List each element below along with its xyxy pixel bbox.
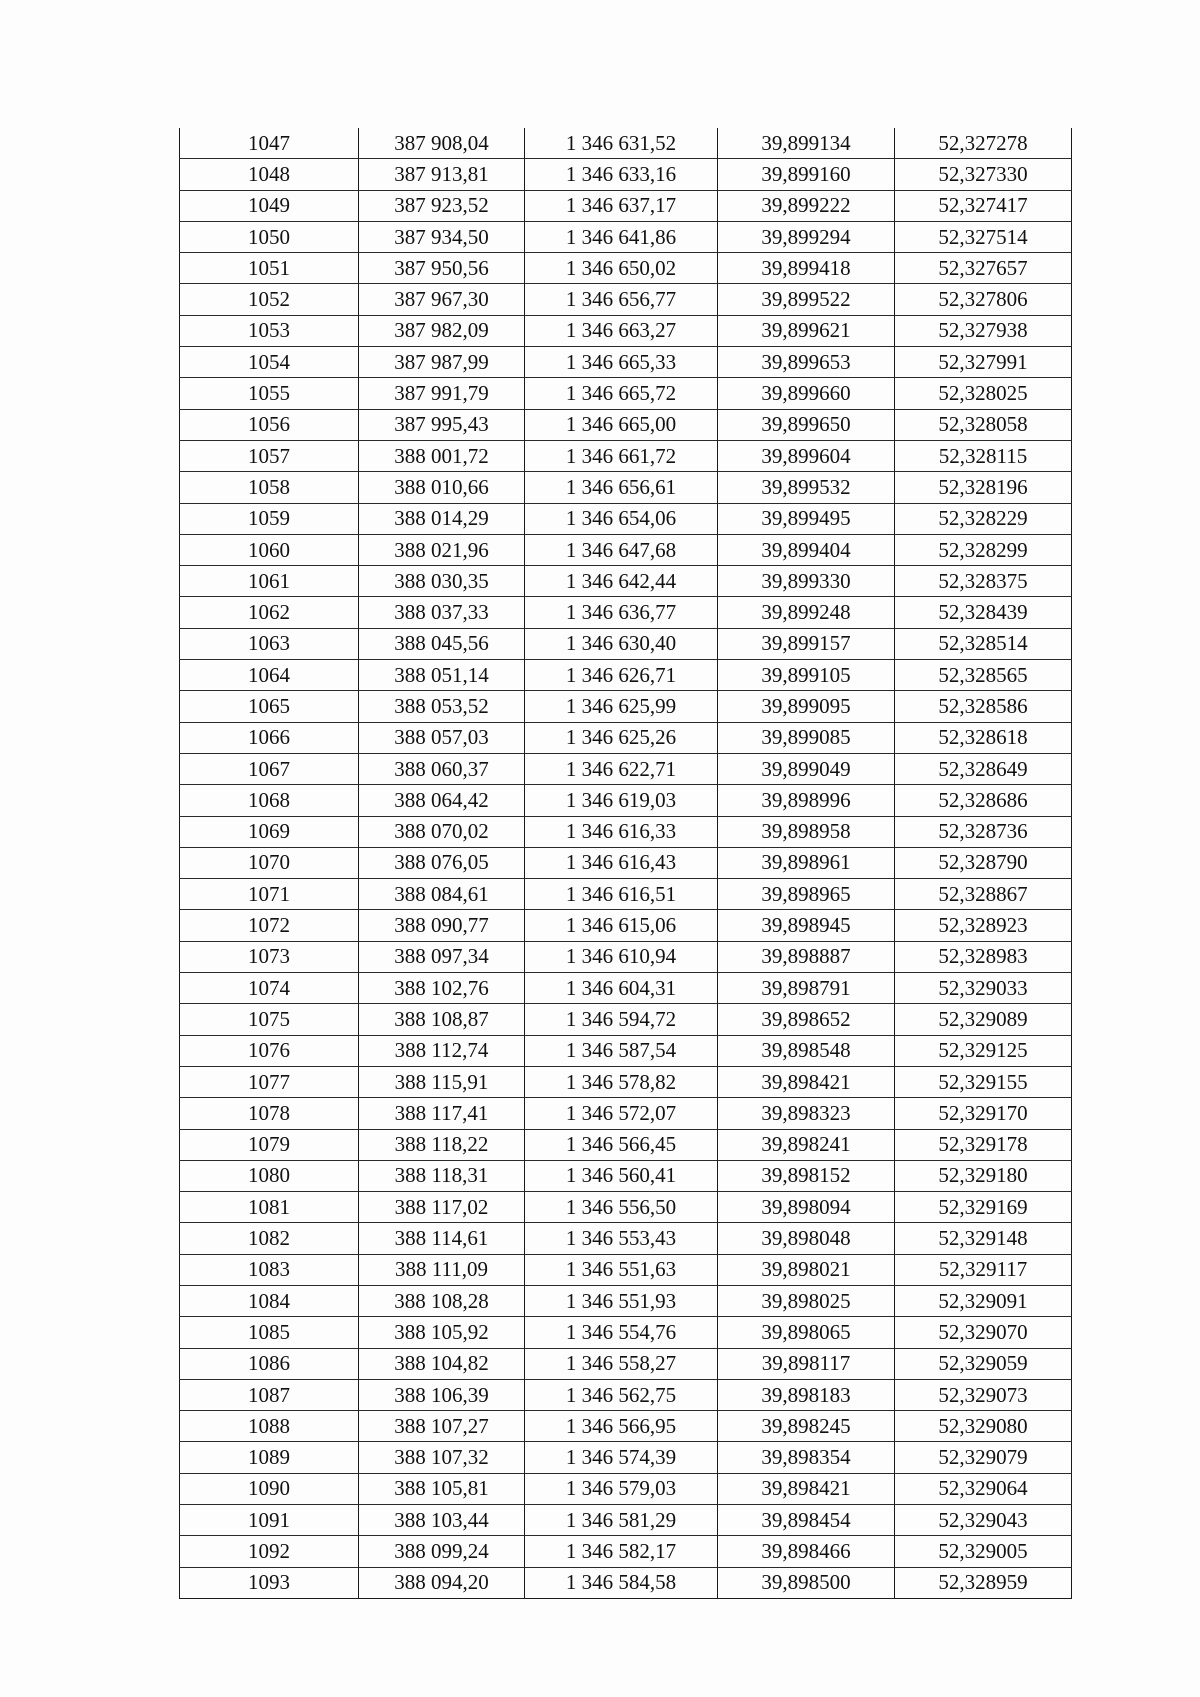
latitude-cell: 39,898791 [718,973,895,1004]
latitude-cell: 39,898548 [718,1035,895,1066]
table-row [180,1192,1072,1223]
longitude-cell: 52,329125 [895,1035,1072,1066]
longitude-cell: 52,329148 [895,1223,1072,1254]
x-coordinate-cell: 388 064,42 [359,785,525,816]
x-coordinate-cell: 388 107,27 [359,1411,525,1442]
point-number-cell: 1070 [180,847,359,878]
longitude-cell: 52,328586 [895,691,1072,722]
table-row [180,816,1072,847]
table-row [180,253,1072,284]
table-row [180,409,1072,440]
y-coordinate-cell: 1 346 616,51 [525,879,718,910]
x-coordinate-cell: 388 001,72 [359,440,525,471]
x-coordinate-cell: 388 010,66 [359,472,525,503]
x-coordinate-cell: 388 097,34 [359,941,525,972]
point-number-cell: 1081 [180,1192,359,1223]
longitude-cell: 52,329091 [895,1285,1072,1316]
x-coordinate-cell: 388 053,52 [359,691,525,722]
point-number-cell: 1065 [180,691,359,722]
latitude-cell: 39,899157 [718,628,895,659]
table-row [180,785,1072,816]
longitude-cell: 52,329064 [895,1473,1072,1504]
table-row [180,1285,1072,1316]
longitude-cell: 52,328058 [895,409,1072,440]
table-row [180,1317,1072,1348]
longitude-cell: 52,328514 [895,628,1072,659]
y-coordinate-cell: 1 346 616,33 [525,816,718,847]
point-number-cell: 1073 [180,941,359,972]
table-row [180,847,1072,878]
x-coordinate-cell: 388 057,03 [359,722,525,753]
latitude-cell: 39,898421 [718,1473,895,1504]
point-number-cell: 1058 [180,472,359,503]
y-coordinate-cell: 1 346 656,77 [525,284,718,315]
y-coordinate-cell: 1 346 637,17 [525,190,718,221]
coordinates-table [179,128,1072,1599]
x-coordinate-cell: 388 115,91 [359,1066,525,1097]
latitude-cell: 39,899134 [718,128,895,159]
y-coordinate-cell: 1 346 619,03 [525,785,718,816]
longitude-cell: 52,328375 [895,566,1072,597]
longitude-cell: 52,329080 [895,1411,1072,1442]
table-row [180,190,1072,221]
y-coordinate-cell: 1 346 553,43 [525,1223,718,1254]
longitude-cell: 52,327278 [895,128,1072,159]
table-row [180,941,1072,972]
table-row [180,221,1072,252]
longitude-cell: 52,327514 [895,221,1072,252]
point-number-cell: 1090 [180,1473,359,1504]
table-row [180,1505,1072,1536]
point-number-cell: 1057 [180,440,359,471]
x-coordinate-cell: 387 913,81 [359,159,525,190]
x-coordinate-cell: 388 117,41 [359,1098,525,1129]
table-row [180,284,1072,315]
latitude-cell: 39,898466 [718,1536,895,1567]
x-coordinate-cell: 388 060,37 [359,753,525,784]
longitude-cell: 52,327991 [895,347,1072,378]
y-coordinate-cell: 1 346 584,58 [525,1567,718,1598]
latitude-cell: 39,899604 [718,440,895,471]
y-coordinate-cell: 1 346 626,71 [525,660,718,691]
x-coordinate-cell: 388 084,61 [359,879,525,910]
x-coordinate-cell: 387 908,04 [359,128,525,159]
point-number-cell: 1093 [180,1567,359,1598]
latitude-cell: 39,898021 [718,1254,895,1285]
point-number-cell: 1056 [180,409,359,440]
latitude-cell: 39,899222 [718,190,895,221]
table-row [180,879,1072,910]
longitude-cell: 52,328983 [895,941,1072,972]
latitude-cell: 39,898500 [718,1567,895,1598]
y-coordinate-cell: 1 346 622,71 [525,753,718,784]
x-coordinate-cell: 388 037,33 [359,597,525,628]
y-coordinate-cell: 1 346 587,54 [525,1035,718,1066]
longitude-cell: 52,327938 [895,315,1072,346]
point-number-cell: 1047 [180,128,359,159]
table-row [180,440,1072,471]
y-coordinate-cell: 1 346 574,39 [525,1442,718,1473]
x-coordinate-cell: 388 094,20 [359,1567,525,1598]
latitude-cell: 39,898025 [718,1285,895,1316]
y-coordinate-cell: 1 346 551,63 [525,1254,718,1285]
table-row [180,691,1072,722]
x-coordinate-cell: 388 106,39 [359,1379,525,1410]
latitude-cell: 39,898652 [718,1004,895,1035]
point-number-cell: 1087 [180,1379,359,1410]
table-row [180,1442,1072,1473]
point-number-cell: 1089 [180,1442,359,1473]
x-coordinate-cell: 388 070,02 [359,816,525,847]
table-row [180,1066,1072,1097]
y-coordinate-cell: 1 346 663,27 [525,315,718,346]
longitude-cell: 52,328115 [895,440,1072,471]
latitude-cell: 39,899105 [718,660,895,691]
point-number-cell: 1091 [180,1505,359,1536]
longitude-cell: 52,329117 [895,1254,1072,1285]
table-row [180,1129,1072,1160]
point-number-cell: 1086 [180,1348,359,1379]
table-row [180,1567,1072,1598]
point-number-cell: 1078 [180,1098,359,1129]
longitude-cell: 52,328565 [895,660,1072,691]
y-coordinate-cell: 1 346 578,82 [525,1066,718,1097]
table-row [180,1536,1072,1567]
x-coordinate-cell: 388 117,02 [359,1192,525,1223]
latitude-cell: 39,898354 [718,1442,895,1473]
x-coordinate-cell: 388 014,29 [359,503,525,534]
table-row [180,1098,1072,1129]
latitude-cell: 39,898241 [718,1129,895,1160]
latitude-cell: 39,899418 [718,253,895,284]
point-number-cell: 1055 [180,378,359,409]
latitude-cell: 39,898996 [718,785,895,816]
longitude-cell: 52,329005 [895,1536,1072,1567]
y-coordinate-cell: 1 346 665,00 [525,409,718,440]
longitude-cell: 52,328299 [895,534,1072,565]
y-coordinate-cell: 1 346 551,93 [525,1285,718,1316]
longitude-cell: 52,328923 [895,910,1072,941]
longitude-cell: 52,329170 [895,1098,1072,1129]
y-coordinate-cell: 1 346 582,17 [525,1536,718,1567]
point-number-cell: 1067 [180,753,359,784]
longitude-cell: 52,328025 [895,378,1072,409]
latitude-cell: 39,898323 [718,1098,895,1129]
latitude-cell: 39,898421 [718,1066,895,1097]
table-row [180,1004,1072,1035]
longitude-cell: 52,328618 [895,722,1072,753]
longitude-cell: 52,329178 [895,1129,1072,1160]
longitude-cell: 52,328229 [895,503,1072,534]
latitude-cell: 39,899248 [718,597,895,628]
table-row [180,1411,1072,1442]
y-coordinate-cell: 1 346 560,41 [525,1160,718,1191]
longitude-cell: 52,329155 [895,1066,1072,1097]
longitude-cell: 52,328196 [895,472,1072,503]
table-row [180,128,1072,159]
latitude-cell: 39,899532 [718,472,895,503]
point-number-cell: 1062 [180,597,359,628]
x-coordinate-cell: 387 982,09 [359,315,525,346]
latitude-cell: 39,899294 [718,221,895,252]
longitude-cell: 52,329033 [895,973,1072,1004]
point-number-cell: 1069 [180,816,359,847]
table-row [180,1035,1072,1066]
point-number-cell: 1049 [180,190,359,221]
y-coordinate-cell: 1 346 636,77 [525,597,718,628]
longitude-cell: 52,329043 [895,1505,1072,1536]
y-coordinate-cell: 1 346 625,99 [525,691,718,722]
y-coordinate-cell: 1 346 572,07 [525,1098,718,1129]
x-coordinate-cell: 388 108,28 [359,1285,525,1316]
latitude-cell: 39,899095 [718,691,895,722]
point-number-cell: 1082 [180,1223,359,1254]
x-coordinate-cell: 388 108,87 [359,1004,525,1035]
latitude-cell: 39,899085 [718,722,895,753]
latitude-cell: 39,898183 [718,1379,895,1410]
y-coordinate-cell: 1 346 665,33 [525,347,718,378]
x-coordinate-cell: 387 987,99 [359,347,525,378]
x-coordinate-cell: 388 105,92 [359,1317,525,1348]
y-coordinate-cell: 1 346 616,43 [525,847,718,878]
y-coordinate-cell: 1 346 558,27 [525,1348,718,1379]
longitude-cell: 52,328736 [895,816,1072,847]
x-coordinate-cell: 388 045,56 [359,628,525,659]
table-row [180,753,1072,784]
point-number-cell: 1068 [180,785,359,816]
table-row [180,315,1072,346]
x-coordinate-cell: 388 112,74 [359,1035,525,1066]
latitude-cell: 39,899621 [718,315,895,346]
latitude-cell: 39,899049 [718,753,895,784]
x-coordinate-cell: 388 021,96 [359,534,525,565]
table-row [180,1473,1072,1504]
y-coordinate-cell: 1 346 630,40 [525,628,718,659]
x-coordinate-cell: 388 118,22 [359,1129,525,1160]
point-number-cell: 1083 [180,1254,359,1285]
latitude-cell: 39,899660 [718,378,895,409]
y-coordinate-cell: 1 346 610,94 [525,941,718,972]
y-coordinate-cell: 1 346 654,06 [525,503,718,534]
latitude-cell: 39,899404 [718,534,895,565]
point-number-cell: 1063 [180,628,359,659]
y-coordinate-cell: 1 346 556,50 [525,1192,718,1223]
y-coordinate-cell: 1 346 562,75 [525,1379,718,1410]
y-coordinate-cell: 1 346 650,02 [525,253,718,284]
latitude-cell: 39,899522 [718,284,895,315]
y-coordinate-cell: 1 346 665,72 [525,378,718,409]
x-coordinate-cell: 387 991,79 [359,378,525,409]
latitude-cell: 39,898454 [718,1505,895,1536]
coordinates-table-body [180,128,1072,1598]
longitude-cell: 52,328439 [895,597,1072,628]
latitude-cell: 39,899495 [718,503,895,534]
latitude-cell: 39,899650 [718,409,895,440]
y-coordinate-cell: 1 346 615,06 [525,910,718,941]
latitude-cell: 39,898961 [718,847,895,878]
latitude-cell: 39,898117 [718,1348,895,1379]
y-coordinate-cell: 1 346 604,31 [525,973,718,1004]
x-coordinate-cell: 387 967,30 [359,284,525,315]
x-coordinate-cell: 388 105,81 [359,1473,525,1504]
x-coordinate-cell: 388 107,32 [359,1442,525,1473]
latitude-cell: 39,898065 [718,1317,895,1348]
table-row [180,660,1072,691]
y-coordinate-cell: 1 346 566,45 [525,1129,718,1160]
longitude-cell: 52,329059 [895,1348,1072,1379]
point-number-cell: 1071 [180,879,359,910]
y-coordinate-cell: 1 346 579,03 [525,1473,718,1504]
x-coordinate-cell: 388 103,44 [359,1505,525,1536]
point-number-cell: 1064 [180,660,359,691]
longitude-cell: 52,328959 [895,1567,1072,1598]
longitude-cell: 52,327806 [895,284,1072,315]
y-coordinate-cell: 1 346 625,26 [525,722,718,753]
table-row [180,1223,1072,1254]
longitude-cell: 52,329079 [895,1442,1072,1473]
longitude-cell: 52,329089 [895,1004,1072,1035]
latitude-cell: 39,899653 [718,347,895,378]
latitude-cell: 39,898945 [718,910,895,941]
point-number-cell: 1059 [180,503,359,534]
latitude-cell: 39,898245 [718,1411,895,1442]
y-coordinate-cell: 1 346 647,68 [525,534,718,565]
x-coordinate-cell: 388 104,82 [359,1348,525,1379]
longitude-cell: 52,329180 [895,1160,1072,1191]
point-number-cell: 1054 [180,347,359,378]
x-coordinate-cell: 388 030,35 [359,566,525,597]
table-row [180,722,1072,753]
point-number-cell: 1050 [180,221,359,252]
x-coordinate-cell: 388 114,61 [359,1223,525,1254]
y-coordinate-cell: 1 346 566,95 [525,1411,718,1442]
x-coordinate-cell: 388 090,77 [359,910,525,941]
latitude-cell: 39,899330 [718,566,895,597]
longitude-cell: 52,329073 [895,1379,1072,1410]
y-coordinate-cell: 1 346 661,72 [525,440,718,471]
x-coordinate-cell: 387 923,52 [359,190,525,221]
x-coordinate-cell: 387 950,56 [359,253,525,284]
point-number-cell: 1075 [180,1004,359,1035]
point-number-cell: 1079 [180,1129,359,1160]
longitude-cell: 52,329070 [895,1317,1072,1348]
longitude-cell: 52,328686 [895,785,1072,816]
longitude-cell: 52,328649 [895,753,1072,784]
latitude-cell: 39,898958 [718,816,895,847]
point-number-cell: 1092 [180,1536,359,1567]
table-row [180,1379,1072,1410]
table-row [180,1160,1072,1191]
longitude-cell: 52,328790 [895,847,1072,878]
latitude-cell: 39,898887 [718,941,895,972]
point-number-cell: 1066 [180,722,359,753]
y-coordinate-cell: 1 346 633,16 [525,159,718,190]
table-row [180,534,1072,565]
point-number-cell: 1080 [180,1160,359,1191]
y-coordinate-cell: 1 346 642,44 [525,566,718,597]
y-coordinate-cell: 1 346 631,52 [525,128,718,159]
table-row [180,1254,1072,1285]
longitude-cell: 52,328867 [895,879,1072,910]
latitude-cell: 39,898152 [718,1160,895,1191]
x-coordinate-cell: 388 051,14 [359,660,525,691]
x-coordinate-cell: 387 934,50 [359,221,525,252]
latitude-cell: 39,898094 [718,1192,895,1223]
latitude-cell: 39,899160 [718,159,895,190]
table-row [180,566,1072,597]
table-row [180,628,1072,659]
table-row [180,472,1072,503]
table-row [180,973,1072,1004]
x-coordinate-cell: 388 102,76 [359,973,525,1004]
longitude-cell: 52,327330 [895,159,1072,190]
y-coordinate-cell: 1 346 554,76 [525,1317,718,1348]
point-number-cell: 1076 [180,1035,359,1066]
longitude-cell: 52,327657 [895,253,1072,284]
y-coordinate-cell: 1 346 656,61 [525,472,718,503]
table-row [180,597,1072,628]
point-number-cell: 1085 [180,1317,359,1348]
point-number-cell: 1061 [180,566,359,597]
point-number-cell: 1048 [180,159,359,190]
x-coordinate-cell: 388 111,09 [359,1254,525,1285]
point-number-cell: 1074 [180,973,359,1004]
x-coordinate-cell: 388 099,24 [359,1536,525,1567]
point-number-cell: 1060 [180,534,359,565]
y-coordinate-cell: 1 346 594,72 [525,1004,718,1035]
point-number-cell: 1084 [180,1285,359,1316]
table-row [180,503,1072,534]
point-number-cell: 1053 [180,315,359,346]
longitude-cell: 52,327417 [895,190,1072,221]
point-number-cell: 1051 [180,253,359,284]
latitude-cell: 39,898965 [718,879,895,910]
longitude-cell: 52,329169 [895,1192,1072,1223]
table-row [180,378,1072,409]
table-row [180,910,1072,941]
table-row [180,159,1072,190]
latitude-cell: 39,898048 [718,1223,895,1254]
table-row [180,347,1072,378]
point-number-cell: 1077 [180,1066,359,1097]
y-coordinate-cell: 1 346 581,29 [525,1505,718,1536]
table-row [180,1348,1072,1379]
x-coordinate-cell: 388 118,31 [359,1160,525,1191]
point-number-cell: 1072 [180,910,359,941]
x-coordinate-cell: 387 995,43 [359,409,525,440]
point-number-cell: 1052 [180,284,359,315]
y-coordinate-cell: 1 346 641,86 [525,221,718,252]
x-coordinate-cell: 388 076,05 [359,847,525,878]
point-number-cell: 1088 [180,1411,359,1442]
